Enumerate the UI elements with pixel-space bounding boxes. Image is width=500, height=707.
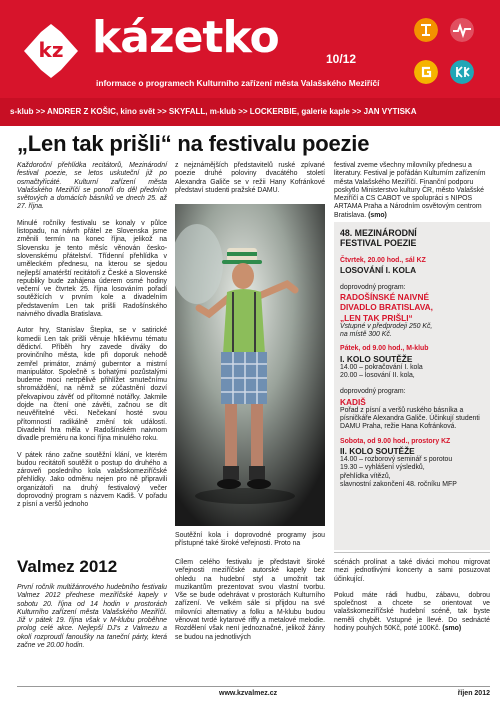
event-label: doprovodný program: (340, 283, 406, 291)
article-paragraph: Autor hry, Stanislav Štepka, se v satirické komedii Len tak prišli věnuje hlkliévmu tématu dědictví. Příběh hry zavede diváky do provinčního města, kde při doporuk nehodě zemřel primátor, známý guberntor a mistrní manipulátor. Společně s bohatými pozůstalými budeme moci netrpělivě přihlížet smutečnímu shromáždění, na němž se zúčastnění dozví překvapivou závěť od přítomné notářky. Jakmile dojde na čtení onė závěti, začnou se dít neuvěřitelné věci. Nečekaní hosté svou přítomností radikálně změní tok událostí. Divadelní hra měla v Radošínském naivnom divadle premiéru na konci října minulého roku. (17, 327, 167, 443)
program-title (340, 228, 484, 248)
article-paragraph (334, 592, 490, 633)
article-column-1 (17, 162, 167, 518)
footer-rule (17, 686, 490, 687)
event-title: DIVADLO BRATISLAVA, (340, 302, 433, 313)
program-title-line: 48. MEZINÁRODNÍ (340, 228, 417, 238)
article-lead: Každoroční přehlídka recitátorů, Mezinárodní festival poezie, se letos uskuteční již po osmačtyřicáté. Kulturní zařízení města Valašského Meziříčí se ponoří do děl předních světových a domácích básníků ve dnech 25. až 27. října. (17, 162, 167, 211)
program-event (340, 388, 484, 431)
main-headline: „Len tak prišli“ na festivalu poezie (17, 131, 370, 156)
event-title: I. KOLO SOUTĚŽE (340, 353, 413, 364)
article-column-2 (175, 162, 325, 203)
article-text: Pokud máte rádi hudbu, zábavu, dobrou společnost a chcete se orientovat ve valašskomeziříčské hudební scéně, tak byste neměli chybět. Vstupné je llevé. Do sednácté hodiny pouhých 50Kč, poté 100Kč. (334, 591, 490, 633)
program-event (340, 284, 484, 340)
article-column (334, 559, 490, 641)
program-event (340, 438, 484, 489)
article-paragraph: scénách prolínat a také diváci mohou migrovat mezi jednotlivými koncerty a sami posuzovat účinkující. (334, 559, 490, 583)
article-paragraph: z nejznámějších představitelů ruské zpívané poezie druhé poloviny dvacátého století Alexandra Galiče se v režii Hany Kofránkové představí studenti pražské DAMU. (175, 162, 325, 194)
article-paragraph (334, 162, 489, 220)
event-line: 20.00 – losování II. kola, (340, 372, 415, 380)
footer-website-link[interactable]: www.kzvalmez.cz (219, 690, 278, 697)
performer-photo (175, 204, 325, 526)
article-text: festival zveme všechny milovníky přednesu a literatury. Festival je pořádán Kulturním zařízením města Valašského Meziříčí. Finanční podporu poskytlo Ministerstvo kultury ČR, město Valašské Meziříčí a CS CABOT ve spolupráci s NIPOS ARTAMA Praha a Národním osvětovým centrom Bratislava. (334, 162, 486, 219)
event-price: Vstupné v předprodeji 250 Kč, (340, 323, 433, 331)
event-line: 19.30 – vyhlášení výsledků, (340, 464, 425, 472)
event-description: Pořad z písní a veršů ruského básníka a písničkáře Alexandra Galiče. Účinkují studenti DAMU Praha, režie Hana Kofránková. (340, 407, 480, 431)
venue-icons (408, 18, 488, 90)
event-title: KADIŠ (340, 396, 366, 407)
section-title: Valmez 2012 (17, 557, 118, 576)
author-sign: (smo) (368, 211, 387, 219)
event-label: doprovodný program: (340, 388, 406, 396)
cinema-icon (450, 60, 474, 84)
article-lead: První ročník multižánrového hudebního festivalu Valmez 2012 přednese meziříčské kapely v sobotu 20. října od 14 hodin v prostorách Kulturního zařízení města Valašského Meziříčí. Již v pátek 19. října však v M-klubu proběhne prolog celé akce. Nejlepší DJ's z Valmezu a okolí rozproudí fanoušky na taneční párty, která začne ve 20.00 hodin. (17, 584, 167, 650)
article-paragraph: Minulé ročníky festivalu se konaly v půlce listopadu, na návrh přátel ze Slovenska jsme změnili termín na konec října, jelikož na Slovensku je tento měsíc věnován česko-slovenskému přátelství. Třídenní přehlídka v uměleckém přednesu, na kterou se sjedou nejlepší amatérští recitátoři z České a Slovenské republiky bude zahájena úderem osmé hodiny večerní ve čtvrtek 25. října losováním pořadí soutěžících v prvním kole a divadelním představením Len tak prišli Radošínského naivného divadla Bratislava. (17, 219, 167, 319)
event-time: Čtvrtek, 20.00 hod., sál KZ (340, 257, 426, 264)
masthead-subtitle: informace o programech Kulturního zařízení města Valašského Meziříčí (96, 78, 380, 88)
program-title-line: FESTIVAL POEZIE (340, 238, 417, 248)
program-event (340, 257, 484, 276)
divider (334, 552, 490, 553)
event-title: „LEN TAK PRIŠLI“ (340, 312, 413, 323)
event-time: Pátek, od 9.00 hod., M-klub (340, 345, 429, 353)
event-line: 14.00 – rozborový seminář s porotou (340, 456, 453, 464)
pulse-icon (450, 18, 474, 42)
article-column-3 (334, 162, 489, 228)
issue-number: 10/12 (326, 52, 357, 66)
author-sign: (smo) (442, 625, 462, 633)
event-title: RADOŠÍNSKÉ NAIVNÉ (340, 291, 429, 302)
event-line: 14.00 – pokračování I. kola (340, 364, 423, 372)
brand-title: kázetko (92, 12, 279, 63)
footer-date: říjen 2012 (457, 690, 490, 697)
event-price: na místě 300 Kč. (340, 331, 392, 339)
gallery-icon (414, 60, 438, 84)
kz-venue-icon (414, 18, 438, 42)
program-event (340, 345, 484, 380)
article-paragraph: Soutěžní kola i doprovodné programy jsou přístupné také široké veřejnosti. Proto na (175, 532, 325, 548)
festival-program-box (334, 222, 490, 550)
event-time: Sobota, od 9.00 hod., prostory KZ (340, 437, 451, 445)
performer-illustration (175, 204, 325, 526)
event-title: II. KOLO SOUTĚŽE (340, 445, 415, 456)
event-line: přehlídka vítězů, (340, 472, 391, 480)
event-title: LOSOVÁNÍ I. KOLA (340, 265, 417, 276)
masthead (0, 0, 500, 98)
program-strip: s-klub >> ANDRER Z KOŠIC, kino svět >> SKYFALL, m-klub >> LOCKERBIE, galerie kaple >> JAN VYTISKA (0, 98, 500, 126)
event-line: slavnostní zakončení 48. ročníku MFP (340, 480, 457, 488)
article-paragraph: V pátek ráno začne soutěžní klání, ve kterém budou recitátoři soutěžit o postup do druhého a zároveň posledního kola valašskomeziříčské přehlídky. Jako odměnu nejen pro ně připravili organizátoři na druhý festivalový večer doprovodný program s názvem Kadiš. V pořadu z písní a veršů jednoho (17, 451, 167, 509)
article-paragraph: Cílem celého festivalu je představit široké veřejnosti meziříčské autorské kapely bez ohledu na hudební styl a umožnit tak muzikantům prezentovat svou vlastní tvorbu. Vše se bude odehrávat v prostorách Kulturního zařízení. Ve velkém sále si přijdou na své milovníci alternativy a folku a M-klubu budou věnovat tvrdé kytarové riffy a metalové melodie. Rozdělení však není jednoznačné, jelikož žánry se budou na jednotlivých (175, 559, 325, 641)
kz-logo-icon (22, 22, 80, 80)
svg-text:kz: kz (38, 38, 64, 62)
